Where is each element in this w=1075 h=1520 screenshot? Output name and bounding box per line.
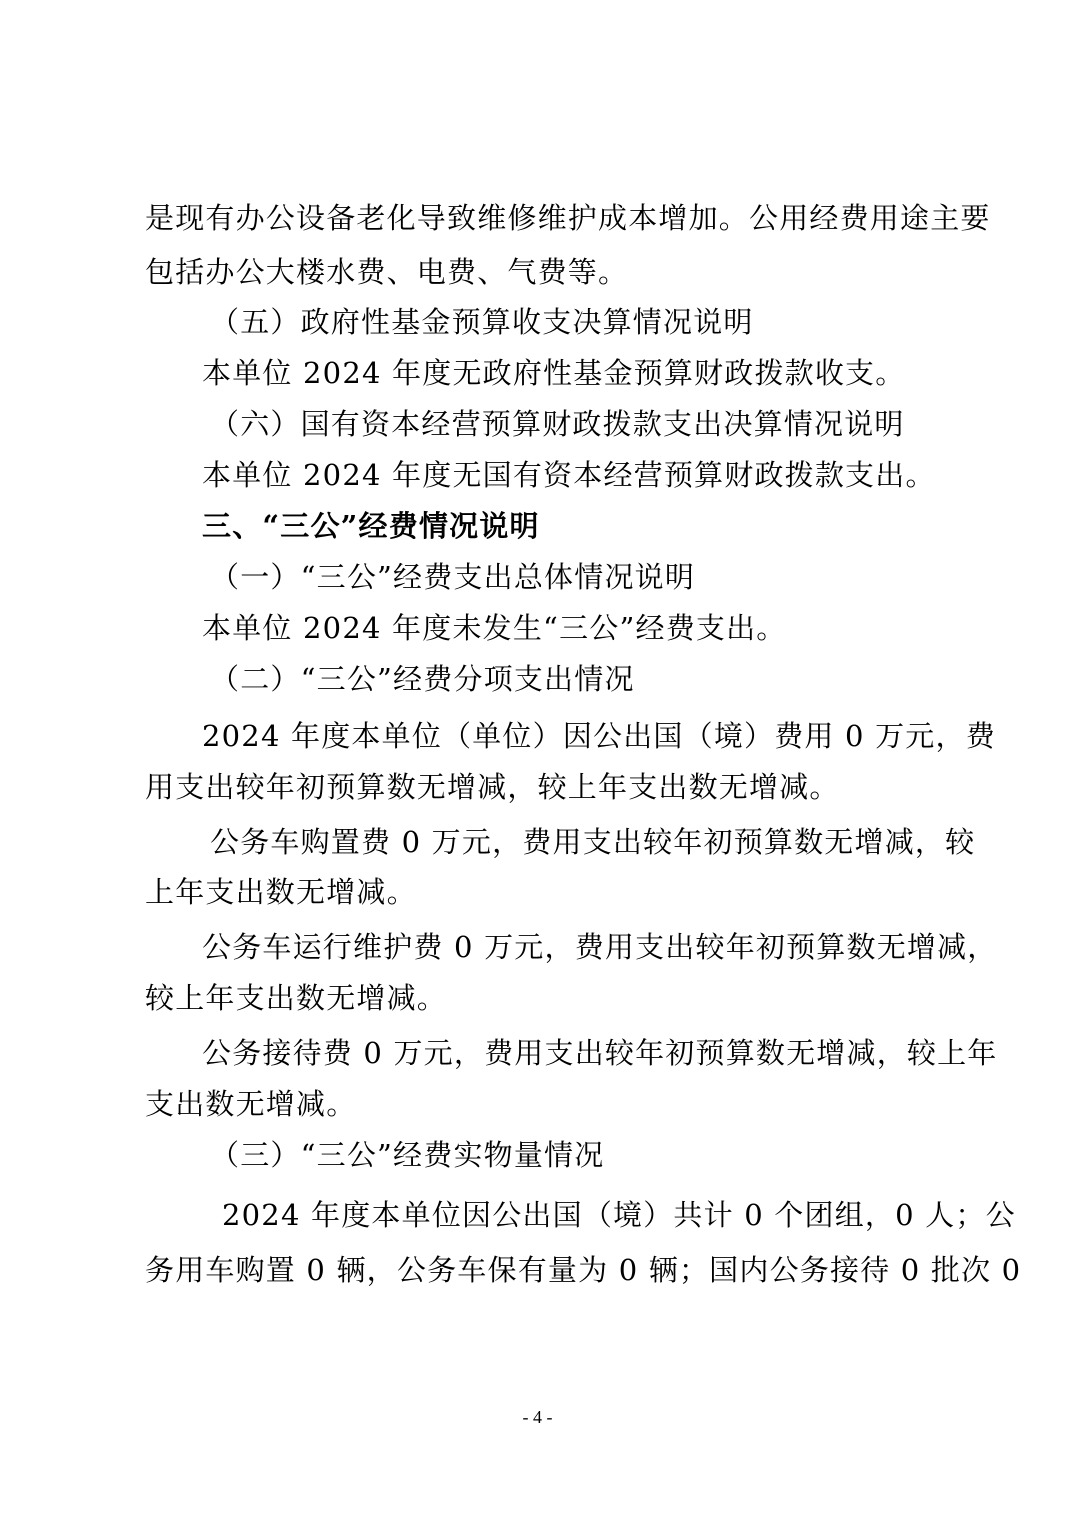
subsection-heading-1: （一）“三公”经费支出总体情况说明 bbox=[210, 560, 696, 594]
paragraph-line: 公务车运行维护费 0 万元，费用支出较年初预算数无增减， bbox=[202, 930, 998, 964]
page-number: - 4 - bbox=[522, 1407, 553, 1427]
paragraph-line: 公务车购置费 0 万元，费用支出较年初预算数无增减，较 bbox=[210, 825, 976, 859]
paragraph-line: 本单位 2024 年度未发生“三公”经费支出。 bbox=[202, 611, 787, 645]
paragraph-line: 2024 年度本单位（单位）因公出国（境）费用 0 万元，费 bbox=[202, 719, 996, 753]
section-heading-6: （六）国有资本经营预算财政拨款支出决算情况说明 bbox=[210, 407, 905, 441]
paragraph-line: 包括办公大楼水费、电费、气费等。 bbox=[145, 255, 629, 289]
paragraph-line: 公务接待费 0 万元，费用支出较年初预算数无增减，较上年 bbox=[202, 1036, 998, 1070]
paragraph-line: 上年支出数无增减。 bbox=[145, 875, 417, 909]
chapter-heading-3: 三、“三公”经费情况说明 bbox=[202, 509, 540, 543]
paragraph-line: 支出数无增减。 bbox=[145, 1087, 357, 1121]
paragraph-line: 本单位 2024 年度无政府性基金预算财政拨款收支。 bbox=[202, 356, 906, 390]
paragraph-line: 是现有办公设备老化导致维修维护成本增加。公用经费用途主要 bbox=[145, 201, 991, 235]
paragraph-line: 用支出较年初预算数无增减，较上年支出数无增减。 bbox=[145, 770, 840, 804]
paragraph-line: 务用车购置 0 辆，公务车保有量为 0 辆；国内公务接待 0 批次 0 bbox=[145, 1253, 1022, 1287]
paragraph-line: 较上年支出数无增减。 bbox=[145, 981, 448, 1015]
paragraph-line: 2024 年度本单位因公出国（境）共计 0 个团组，0 人；公 bbox=[222, 1198, 1016, 1232]
paragraph-line: 本单位 2024 年度无国有资本经营预算财政拨款支出。 bbox=[202, 458, 936, 492]
section-heading-5: （五）政府性基金预算收支决算情况说明 bbox=[210, 305, 754, 339]
subsection-heading-2: （二）“三公”经费分项支出情况 bbox=[210, 662, 635, 696]
subsection-heading-3: （三）“三公”经费实物量情况 bbox=[210, 1138, 605, 1172]
